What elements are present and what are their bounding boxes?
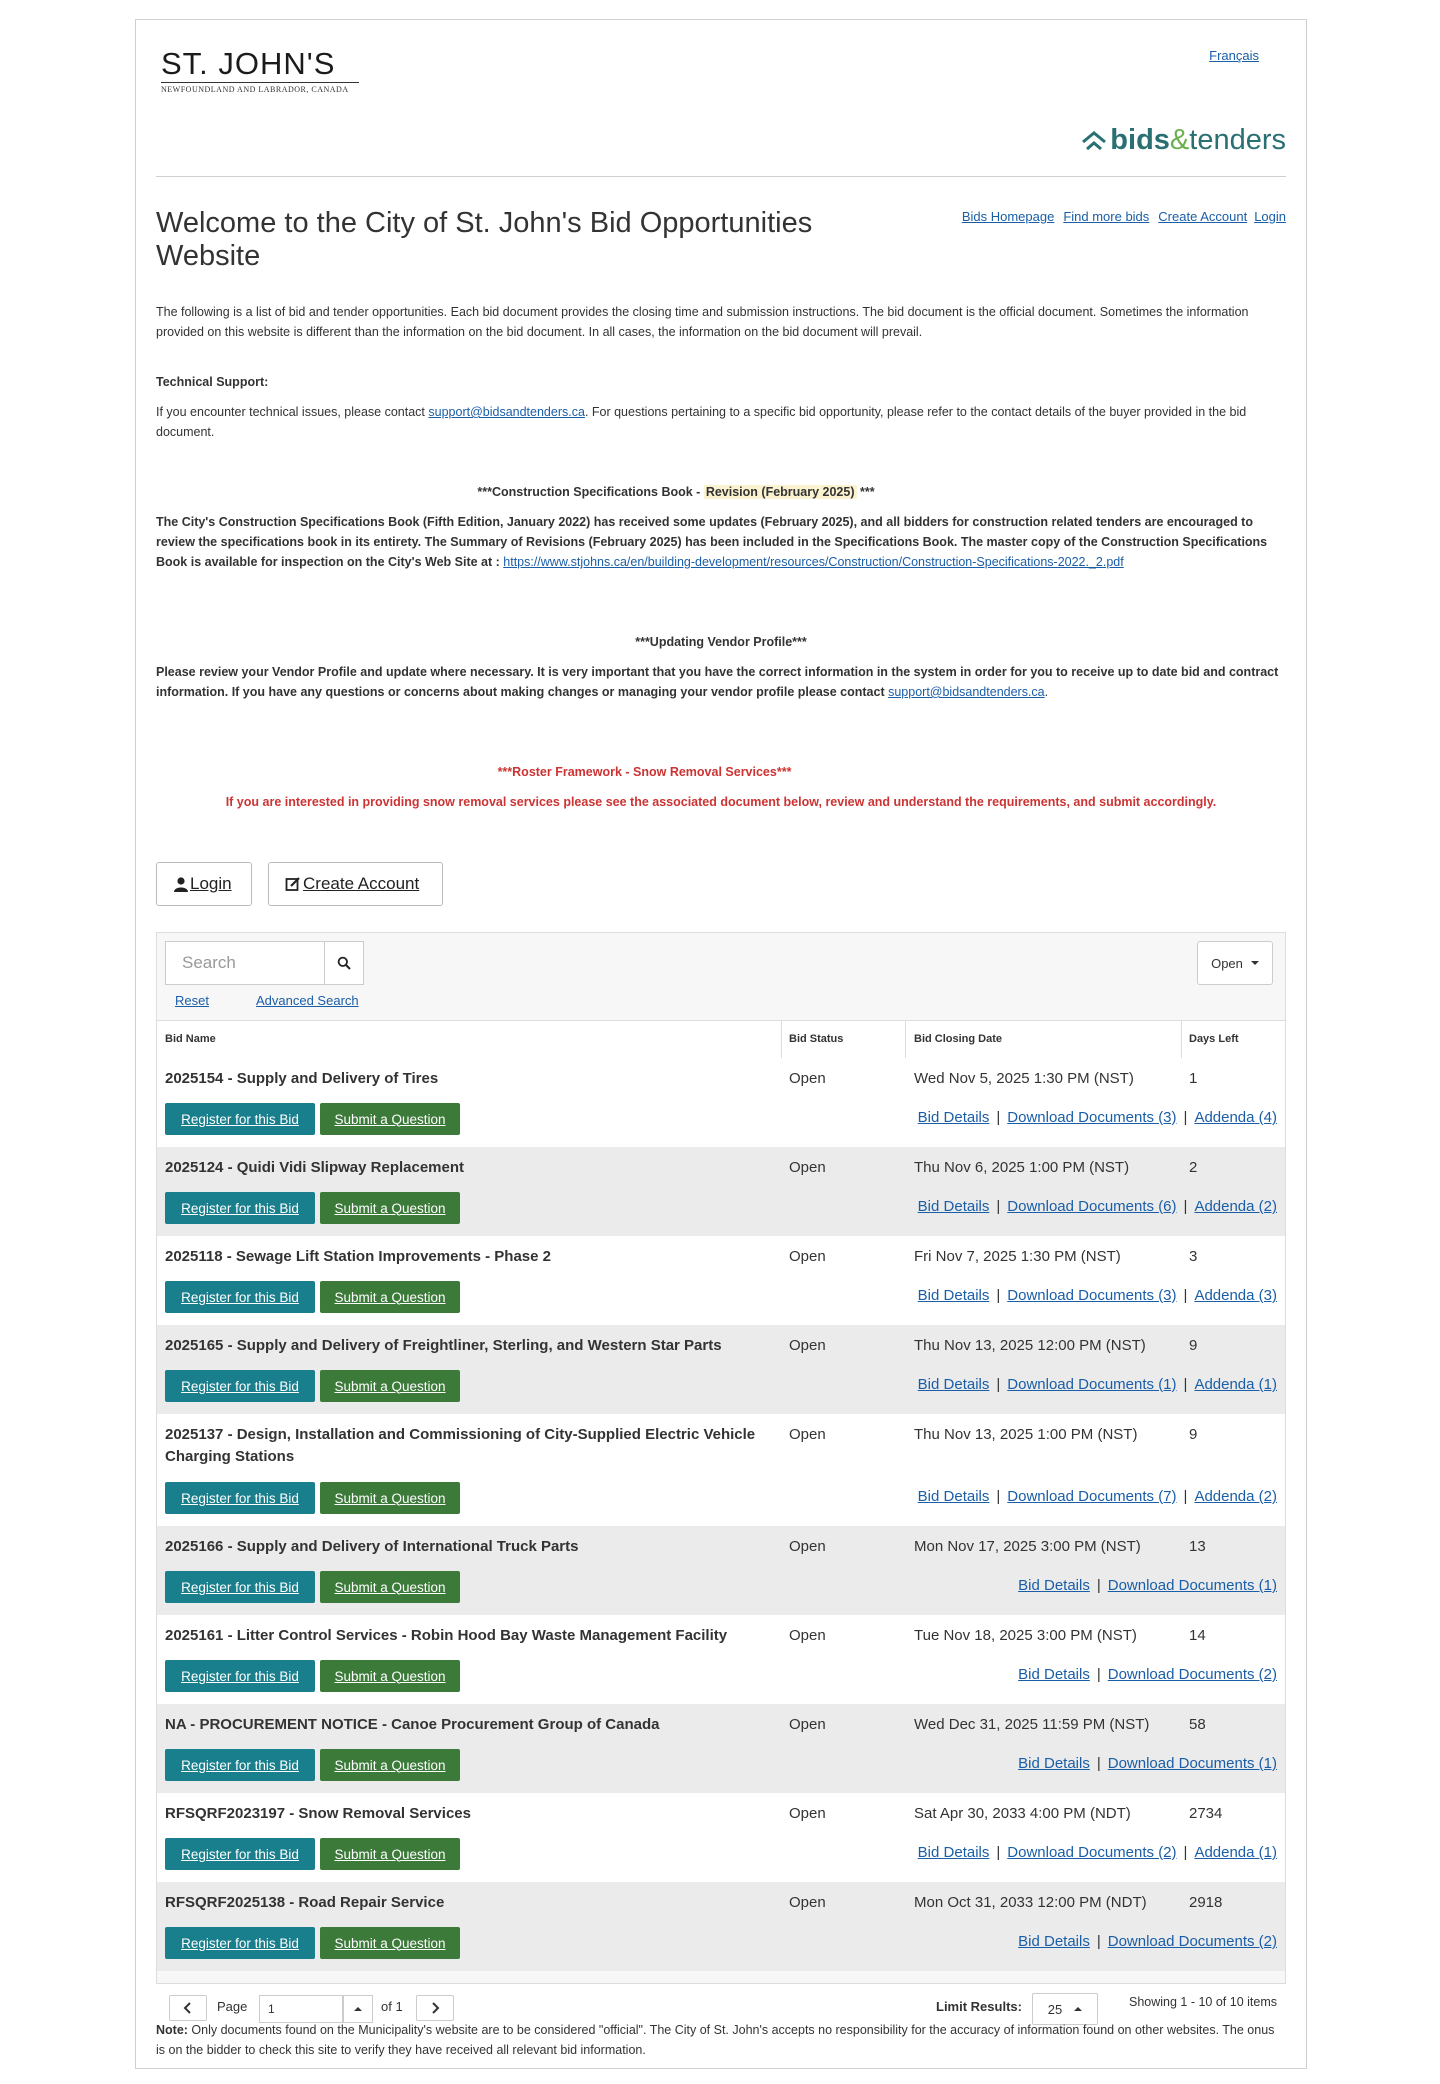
intro-text: The following is a list of bid and tender opportunities. Each bid document provides the closing time and submission instructions. The bid document is the official document. Sometimes the information provided on this website is different than the information on the bid document. In all cases, the information on the bid document will prevail. [156, 305, 1249, 339]
register-bid-button[interactable]: Register for this Bid [165, 1482, 315, 1514]
bid-days-left: 1 [1189, 1070, 1198, 1087]
bid-name: RFSQRF2023197 - Snow Removal Services [165, 1805, 471, 1822]
bids-homepage-link[interactable]: Bids Homepage [961, 209, 1055, 224]
language-link[interactable]: Français [1209, 48, 1259, 63]
bid-links [918, 1109, 1277, 1126]
register-bid-button[interactable]: Register for this Bid [165, 1838, 315, 1870]
bid-days-left: 2 [1189, 1159, 1198, 1176]
tech-pre: If you encounter technical issues, please contact [156, 405, 429, 419]
user-icon [173, 876, 189, 892]
download-documents-link[interactable]: Download Documents (1) [1107, 1755, 1277, 1772]
bid-name: 2025118 - Sewage Lift Station Improvements - Phase 2 [165, 1248, 551, 1265]
addenda-link[interactable]: Addenda (1) [1194, 1844, 1277, 1861]
bid-details-link[interactable]: Bid Details [1018, 1755, 1090, 1772]
download-documents-link[interactable]: Download Documents (1) [1007, 1376, 1177, 1393]
download-documents-link[interactable]: Download Documents (2) [1107, 1933, 1277, 1950]
submit-question-button[interactable]: Submit a Question [320, 1281, 460, 1313]
search-icon [337, 956, 351, 970]
search-input[interactable]: Search [165, 941, 325, 985]
submit-question-button[interactable]: Submit a Question [320, 1192, 460, 1224]
logo-sub-text: NEWFOUNDLAND AND LABRADOR, CANADA [161, 82, 359, 94]
page-number-input[interactable]: 1 [259, 1995, 343, 2023]
edit-icon [285, 876, 301, 892]
page-frame [135, 19, 1307, 2069]
table-row [157, 1147, 1285, 1236]
table-row [157, 1058, 1285, 1147]
link-separator: | [1183, 1488, 1188, 1505]
vendor-post: . [1044, 685, 1049, 699]
col-divider [905, 1021, 906, 1059]
bid-days-left: 58 [1189, 1716, 1206, 1733]
bid-links [918, 1198, 1277, 1215]
submit-question-button[interactable]: Submit a Question [320, 1660, 460, 1692]
bid-days-left: 9 [1189, 1426, 1198, 1443]
bid-status: Open [789, 1426, 826, 1443]
search-button[interactable] [324, 941, 364, 985]
bid-closing-date: Sat Apr 30, 2033 4:00 PM (NDT) [914, 1805, 1131, 1822]
link-separator: | [996, 1109, 1001, 1126]
tech-support-heading: Technical Support: [156, 375, 269, 389]
house-chevron-icon [1081, 130, 1107, 152]
limit-results-label: Limit Results: [936, 1999, 1022, 2014]
submit-question-button[interactable]: Submit a Question [320, 1482, 460, 1514]
bid-closing-date: Mon Nov 17, 2025 3:00 PM (NST) [914, 1538, 1141, 1555]
create-account-button[interactable] [268, 862, 443, 906]
bid-details-link[interactable]: Bid Details [917, 1844, 990, 1861]
table-row [157, 1325, 1285, 1414]
chevron-right-icon [430, 2002, 440, 2014]
bid-details-link[interactable]: Bid Details [917, 1287, 990, 1304]
bid-status: Open [789, 1805, 826, 1822]
download-documents-link[interactable]: Download Documents (6) [1007, 1198, 1177, 1215]
bid-details-link[interactable]: Bid Details [1018, 1577, 1090, 1594]
bid-links [918, 1287, 1277, 1304]
create-account-button-label: Create Account [303, 874, 420, 893]
bid-closing-date: Thu Nov 13, 2025 12:00 PM (NST) [914, 1337, 1146, 1354]
table-row [157, 1414, 1285, 1526]
bid-status: Open [789, 1538, 826, 1555]
find-more-bids-link[interactable]: Find more bids [1063, 209, 1150, 224]
register-bid-button[interactable]: Register for this Bid [165, 1192, 315, 1224]
bid-details-link[interactable]: Bid Details [917, 1109, 990, 1126]
table-row [157, 1236, 1285, 1325]
chevron-left-icon [183, 2002, 193, 2014]
link-separator: | [996, 1488, 1001, 1505]
download-documents-link[interactable]: Download Documents (3) [1007, 1109, 1177, 1126]
bid-closing-date: Mon Oct 31, 2033 12:00 PM (NDT) [914, 1894, 1147, 1911]
login-link[interactable]: Login [1254, 209, 1286, 224]
specs-heading-pre: ***Construction Specifications Book - [477, 485, 704, 499]
bid-name: 2025161 - Litter Control Services - Robin Hood Bay Waste Management Facility [165, 1627, 728, 1644]
snow-body: If you are interested in providing snow removal services please see the associated document below, review and understand the requirements, and submit accordingly. [225, 795, 1217, 809]
bid-links [918, 1376, 1277, 1393]
register-bid-button[interactable]: Register for this Bid [165, 1660, 315, 1692]
bid-days-left: 14 [1189, 1627, 1206, 1644]
submit-question-button[interactable]: Submit a Question [320, 1370, 460, 1402]
header-divider [156, 176, 1286, 177]
top-links [953, 209, 1286, 224]
specs-heading-post: *** [856, 485, 875, 499]
bid-details-link[interactable]: Bid Details [1018, 1933, 1090, 1950]
bt-logo-bids: bids [1110, 124, 1170, 156]
bid-name: 2025124 - Quidi Vidi Slipway Replacement [165, 1159, 465, 1176]
bid-links [1018, 1577, 1277, 1594]
submit-question-button[interactable]: Submit a Question [320, 1103, 460, 1135]
download-documents-link[interactable]: Download Documents (2) [1007, 1844, 1177, 1861]
addenda-link[interactable]: Addenda (2) [1194, 1488, 1277, 1505]
bid-details-link[interactable]: Bid Details [917, 1488, 990, 1505]
header-closing-date[interactable]: Bid Closing Date [914, 1033, 1003, 1045]
table-header [157, 1020, 1285, 1060]
download-documents-link[interactable]: Download Documents (2) [1107, 1666, 1277, 1683]
table-row [157, 1526, 1285, 1615]
bid-closing-date: Fri Nov 7, 2025 1:30 PM (NST) [914, 1248, 1121, 1265]
bid-status: Open [789, 1159, 826, 1176]
bid-name: NA - PROCUREMENT NOTICE - Canoe Procurement Group of Canada [165, 1716, 660, 1733]
table-row [157, 1704, 1285, 1793]
table-row [157, 1793, 1285, 1882]
footer-note [156, 2020, 1286, 2060]
bid-links [1018, 1933, 1277, 1950]
bid-closing-date: Thu Nov 6, 2025 1:00 PM (NST) [914, 1159, 1130, 1176]
bid-name: RFSQRF2025138 - Road Repair Service [165, 1894, 445, 1911]
tech-post: . For questions pertaining to a specific bid opportunity, please refer to the contact details of the buyer provided in the bid document. [156, 405, 1247, 439]
addenda-link[interactable]: Addenda (1) [1194, 1376, 1277, 1393]
register-bid-button[interactable]: Register for this Bid [165, 1370, 315, 1402]
login-button-label: Login [190, 874, 232, 893]
header-bid-status[interactable]: Bid Status [789, 1033, 844, 1045]
bid-days-left: 3 [1189, 1248, 1198, 1265]
link-separator: | [1096, 1755, 1101, 1772]
page-label: Page [217, 1999, 248, 2014]
bid-links [918, 1488, 1277, 1505]
note-text: Only documents found on the Municipality's website are to be considered "official". The City of St. John's accepts no responsibility for the accuracy of information found on other websites. The onus is on the bidder to check this site to verify they have received all relevant bid information. [156, 2023, 1275, 2057]
download-documents-link[interactable]: Download Documents (3) [1007, 1287, 1177, 1304]
table-row [157, 1615, 1285, 1704]
bid-days-left: 2918 [1189, 1894, 1223, 1911]
bids-tenders-logo [1081, 124, 1286, 157]
link-separator: | [996, 1287, 1001, 1304]
bid-closing-date: Wed Nov 5, 2025 1:30 PM (NST) [914, 1070, 1134, 1087]
bid-status: Open [789, 1716, 826, 1733]
link-separator: | [1096, 1577, 1101, 1594]
showing-count: Showing 1 - 10 of 10 items [1129, 1995, 1277, 2009]
link-separator: | [996, 1376, 1001, 1393]
vendor-heading: ***Updating Vendor Profile*** [635, 635, 807, 649]
link-separator: | [996, 1844, 1001, 1861]
register-bid-button[interactable]: Register for this Bid [165, 1749, 315, 1781]
table-row [157, 1882, 1285, 1971]
register-bid-button[interactable]: Register for this Bid [165, 1103, 315, 1135]
bid-status: Open [789, 1248, 826, 1265]
bid-links [918, 1844, 1277, 1861]
specs-body [156, 512, 1286, 572]
next-page-button[interactable] [416, 1995, 454, 2021]
submit-question-button[interactable]: Submit a Question [320, 1838, 460, 1870]
page-spinner[interactable] [343, 1995, 373, 2023]
bid-days-left: 2734 [1189, 1805, 1223, 1822]
link-separator: | [1183, 1198, 1188, 1215]
vendor-support-email[interactable]: support@bidsandtenders.ca [888, 685, 1045, 699]
specs-link[interactable]: https://www.stjohns.ca/en/building-development/resources/Construction/Construction-Specifications-2022._2.pdf [503, 555, 1124, 569]
specs-heading [156, 482, 1286, 502]
addenda-link[interactable]: Addenda (4) [1194, 1109, 1277, 1126]
header-bid-name[interactable]: Bid Name [165, 1033, 216, 1045]
bid-status: Open [789, 1070, 826, 1087]
bid-days-left: 9 [1189, 1337, 1198, 1354]
bid-links [1018, 1755, 1277, 1772]
snow-heading: ***Roster Framework - Snow Removal Services*** [497, 765, 792, 779]
bid-links [1018, 1666, 1277, 1683]
tech-support-email[interactable]: support@bidsandtenders.ca [428, 405, 585, 419]
bid-closing-date: Thu Nov 13, 2025 1:00 PM (NST) [914, 1426, 1138, 1443]
bid-details-link[interactable]: Bid Details [917, 1198, 990, 1215]
header-days-left[interactable]: Days Left [1189, 1033, 1239, 1045]
specs-heading-highlight: Revision (February 2025) [705, 485, 855, 499]
link-separator: | [1096, 1933, 1101, 1950]
create-account-link[interactable]: Create Account [1158, 209, 1248, 224]
link-separator: | [1183, 1376, 1188, 1393]
bid-closing-date: Tue Nov 18, 2025 3:00 PM (NST) [914, 1627, 1137, 1644]
link-separator: | [1183, 1844, 1188, 1861]
col-divider [781, 1021, 782, 1059]
bid-name: 2025137 - Design, Installation and Commissioning of City-Supplied Electric Vehicle Charging Stations [165, 1426, 756, 1465]
city-logo [161, 48, 359, 94]
link-separator: | [996, 1198, 1001, 1215]
page-of-label: of 1 [381, 1999, 403, 2014]
caret-up-icon [1074, 2007, 1082, 2011]
bids-panel [156, 932, 1286, 2017]
caret-up-icon [354, 2007, 362, 2011]
bid-name: 2025154 - Supply and Delivery of Tires [165, 1070, 439, 1087]
addenda-link[interactable]: Addenda (3) [1194, 1287, 1277, 1304]
limit-results-value: 25 [1047, 2001, 1063, 2017]
bt-logo-tenders: tenders [1189, 124, 1286, 156]
register-bid-button[interactable]: Register for this Bid [165, 1281, 315, 1313]
bid-name: 2025165 - Supply and Delivery of Freightliner, Sterling, and Western Star Parts [165, 1337, 722, 1354]
bt-logo-amp: & [1169, 124, 1190, 156]
reset-link[interactable]: Reset [175, 993, 209, 1008]
login-button[interactable] [156, 862, 252, 906]
addenda-link[interactable]: Addenda (2) [1194, 1198, 1277, 1215]
col-divider [1181, 1021, 1182, 1059]
register-bid-button[interactable]: Register for this Bid [165, 1571, 315, 1603]
specs-body-text: The City's Construction Specifications Book (Fifth Edition, January 2022) has received some updates (February 2025), and all bidders for construction related tenders are encouraged to review the specifications book in its entirety. The Summary of Revisions (February 2025) has been included in the Specifications Book. The master copy of the Construction Specifications Book is available for inspection on the City's Web Site at : [156, 515, 1268, 569]
bid-name: 2025166 - Supply and Delivery of International Truck Parts [165, 1538, 579, 1555]
link-separator: | [1183, 1109, 1188, 1126]
advanced-search-link[interactable]: Advanced Search [256, 993, 359, 1008]
page-title: Welcome to the City of St. John's Bid Opportunities Website [156, 207, 813, 272]
bid-details-link[interactable]: Bid Details [1018, 1666, 1090, 1683]
submit-question-button[interactable]: Submit a Question [320, 1749, 460, 1781]
vendor-body [156, 662, 1286, 702]
status-filter-dropdown[interactable] [1197, 941, 1273, 985]
bid-closing-date: Wed Dec 31, 2025 11:59 PM (NST) [914, 1716, 1150, 1733]
caret-down-icon [1251, 961, 1259, 965]
note-label: Note: [156, 2023, 188, 2037]
status-filter-value: Open [1211, 955, 1243, 971]
vendor-body-text: Please review your Vendor Profile and update where necessary. It is very important that you have the correct information in the system in order for you to receive up to date bid and contract information. If you have any questions or concerns about making changes or managing your vendor profile please contact [156, 665, 1279, 699]
tech-support-text [156, 402, 1286, 442]
link-separator: | [1096, 1666, 1101, 1683]
bid-days-left: 13 [1189, 1538, 1206, 1555]
submit-question-button[interactable]: Submit a Question [320, 1927, 460, 1959]
download-documents-link[interactable]: Download Documents (7) [1007, 1488, 1177, 1505]
bid-status: Open [789, 1894, 826, 1911]
download-documents-link[interactable]: Download Documents (1) [1107, 1577, 1277, 1594]
logo-main-text: ST. JOHN'S [161, 46, 336, 81]
prev-page-button[interactable] [169, 1995, 207, 2021]
bids-table-body [157, 1058, 1285, 1971]
bid-details-link[interactable]: Bid Details [917, 1376, 990, 1393]
register-bid-button[interactable]: Register for this Bid [165, 1927, 315, 1959]
submit-question-button[interactable]: Submit a Question [320, 1571, 460, 1603]
bid-status: Open [789, 1627, 826, 1644]
link-separator: | [1183, 1287, 1188, 1304]
bid-status: Open [789, 1337, 826, 1354]
